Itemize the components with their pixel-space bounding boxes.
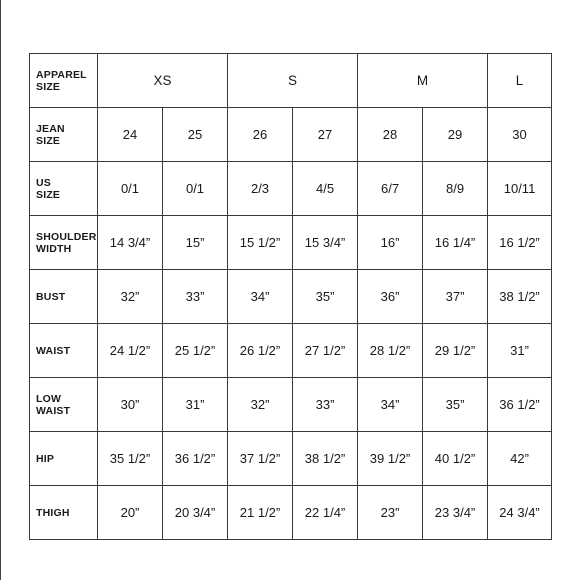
hip-row (30, 432, 552, 486)
hip-cell: 40 1/2” (423, 432, 488, 486)
us-size-cell: 6/7 (358, 162, 423, 216)
hip-cell: 38 1/2” (293, 432, 358, 486)
us-size-cell: 10/11 (488, 162, 552, 216)
shoulder-width-cell: 14 3/4” (98, 216, 163, 270)
bust-cell: 32” (98, 270, 163, 324)
waist-cell: 27 1/2” (293, 324, 358, 378)
waist-cell: 31” (488, 324, 552, 378)
waist-cell: 26 1/2” (228, 324, 293, 378)
apparel-size-l: L (488, 54, 552, 108)
jean-size-cell: 30 (488, 108, 552, 162)
us-size-cell: 2/3 (228, 162, 293, 216)
us-size-cell: 0/1 (98, 162, 163, 216)
shoulder-width-cell: 15” (163, 216, 228, 270)
shoulder-width-cell: 16 1/4” (423, 216, 488, 270)
row-label-hip: HIP (30, 432, 98, 486)
thigh-cell: 23” (358, 486, 423, 540)
waist-cell: 29 1/2” (423, 324, 488, 378)
row-label-bust: BUST (30, 270, 98, 324)
jean-size-cell: 25 (163, 108, 228, 162)
thigh-cell: 22 1/4” (293, 486, 358, 540)
apparel-size-m: M (358, 54, 488, 108)
bust-cell: 38 1/2” (488, 270, 552, 324)
jean-size-row (30, 108, 552, 162)
us-size-row (30, 162, 552, 216)
hip-cell: 39 1/2” (358, 432, 423, 486)
waist-cell: 25 1/2” (163, 324, 228, 378)
row-label-waist: WAIST (30, 324, 98, 378)
waist-cell: 24 1/2” (98, 324, 163, 378)
low-waist-cell: 31” (163, 378, 228, 432)
us-size-cell: 4/5 (293, 162, 358, 216)
thigh-cell: 23 3/4” (423, 486, 488, 540)
size-chart-table (29, 53, 552, 540)
shoulder-width-row (30, 216, 552, 270)
bust-cell: 36” (358, 270, 423, 324)
shoulder-width-cell: 16 1/2” (488, 216, 552, 270)
low-waist-cell: 35” (423, 378, 488, 432)
row-label-jean-size: JEAN SIZE (30, 108, 98, 162)
jean-size-cell: 26 (228, 108, 293, 162)
row-label-low-waist: LOW WAIST (30, 378, 98, 432)
bust-cell: 33” (163, 270, 228, 324)
waist-cell: 28 1/2” (358, 324, 423, 378)
jean-size-cell: 27 (293, 108, 358, 162)
low-waist-cell: 33” (293, 378, 358, 432)
bust-cell: 37” (423, 270, 488, 324)
jean-size-cell: 28 (358, 108, 423, 162)
thigh-cell: 21 1/2” (228, 486, 293, 540)
bust-row (30, 270, 552, 324)
low-waist-row (30, 378, 552, 432)
row-label-shoulder-width: SHOULDER WIDTH (30, 216, 98, 270)
low-waist-cell: 36 1/2” (488, 378, 552, 432)
low-waist-cell: 32” (228, 378, 293, 432)
shoulder-width-cell: 15 3/4” (293, 216, 358, 270)
apparel-size-s: S (228, 54, 358, 108)
hip-cell: 37 1/2” (228, 432, 293, 486)
us-size-cell: 0/1 (163, 162, 228, 216)
low-waist-cell: 30” (98, 378, 163, 432)
bust-cell: 35” (293, 270, 358, 324)
page-left-border (0, 0, 1, 580)
apparel-size-row (30, 54, 552, 108)
row-label-apparel-size: APPAREL SIZE (30, 54, 98, 108)
apparel-size-xs: XS (98, 54, 228, 108)
low-waist-cell: 34” (358, 378, 423, 432)
shoulder-width-cell: 15 1/2” (228, 216, 293, 270)
hip-cell: 35 1/2” (98, 432, 163, 486)
jean-size-cell: 24 (98, 108, 163, 162)
row-label-thigh: THIGH (30, 486, 98, 540)
us-size-cell: 8/9 (423, 162, 488, 216)
thigh-cell: 24 3/4” (488, 486, 552, 540)
thigh-cell: 20 3/4” (163, 486, 228, 540)
thigh-row (30, 486, 552, 540)
waist-row (30, 324, 552, 378)
jean-size-cell: 29 (423, 108, 488, 162)
hip-cell: 42” (488, 432, 552, 486)
row-label-us-size: US SIZE (30, 162, 98, 216)
hip-cell: 36 1/2” (163, 432, 228, 486)
shoulder-width-cell: 16” (358, 216, 423, 270)
bust-cell: 34” (228, 270, 293, 324)
thigh-cell: 20” (98, 486, 163, 540)
